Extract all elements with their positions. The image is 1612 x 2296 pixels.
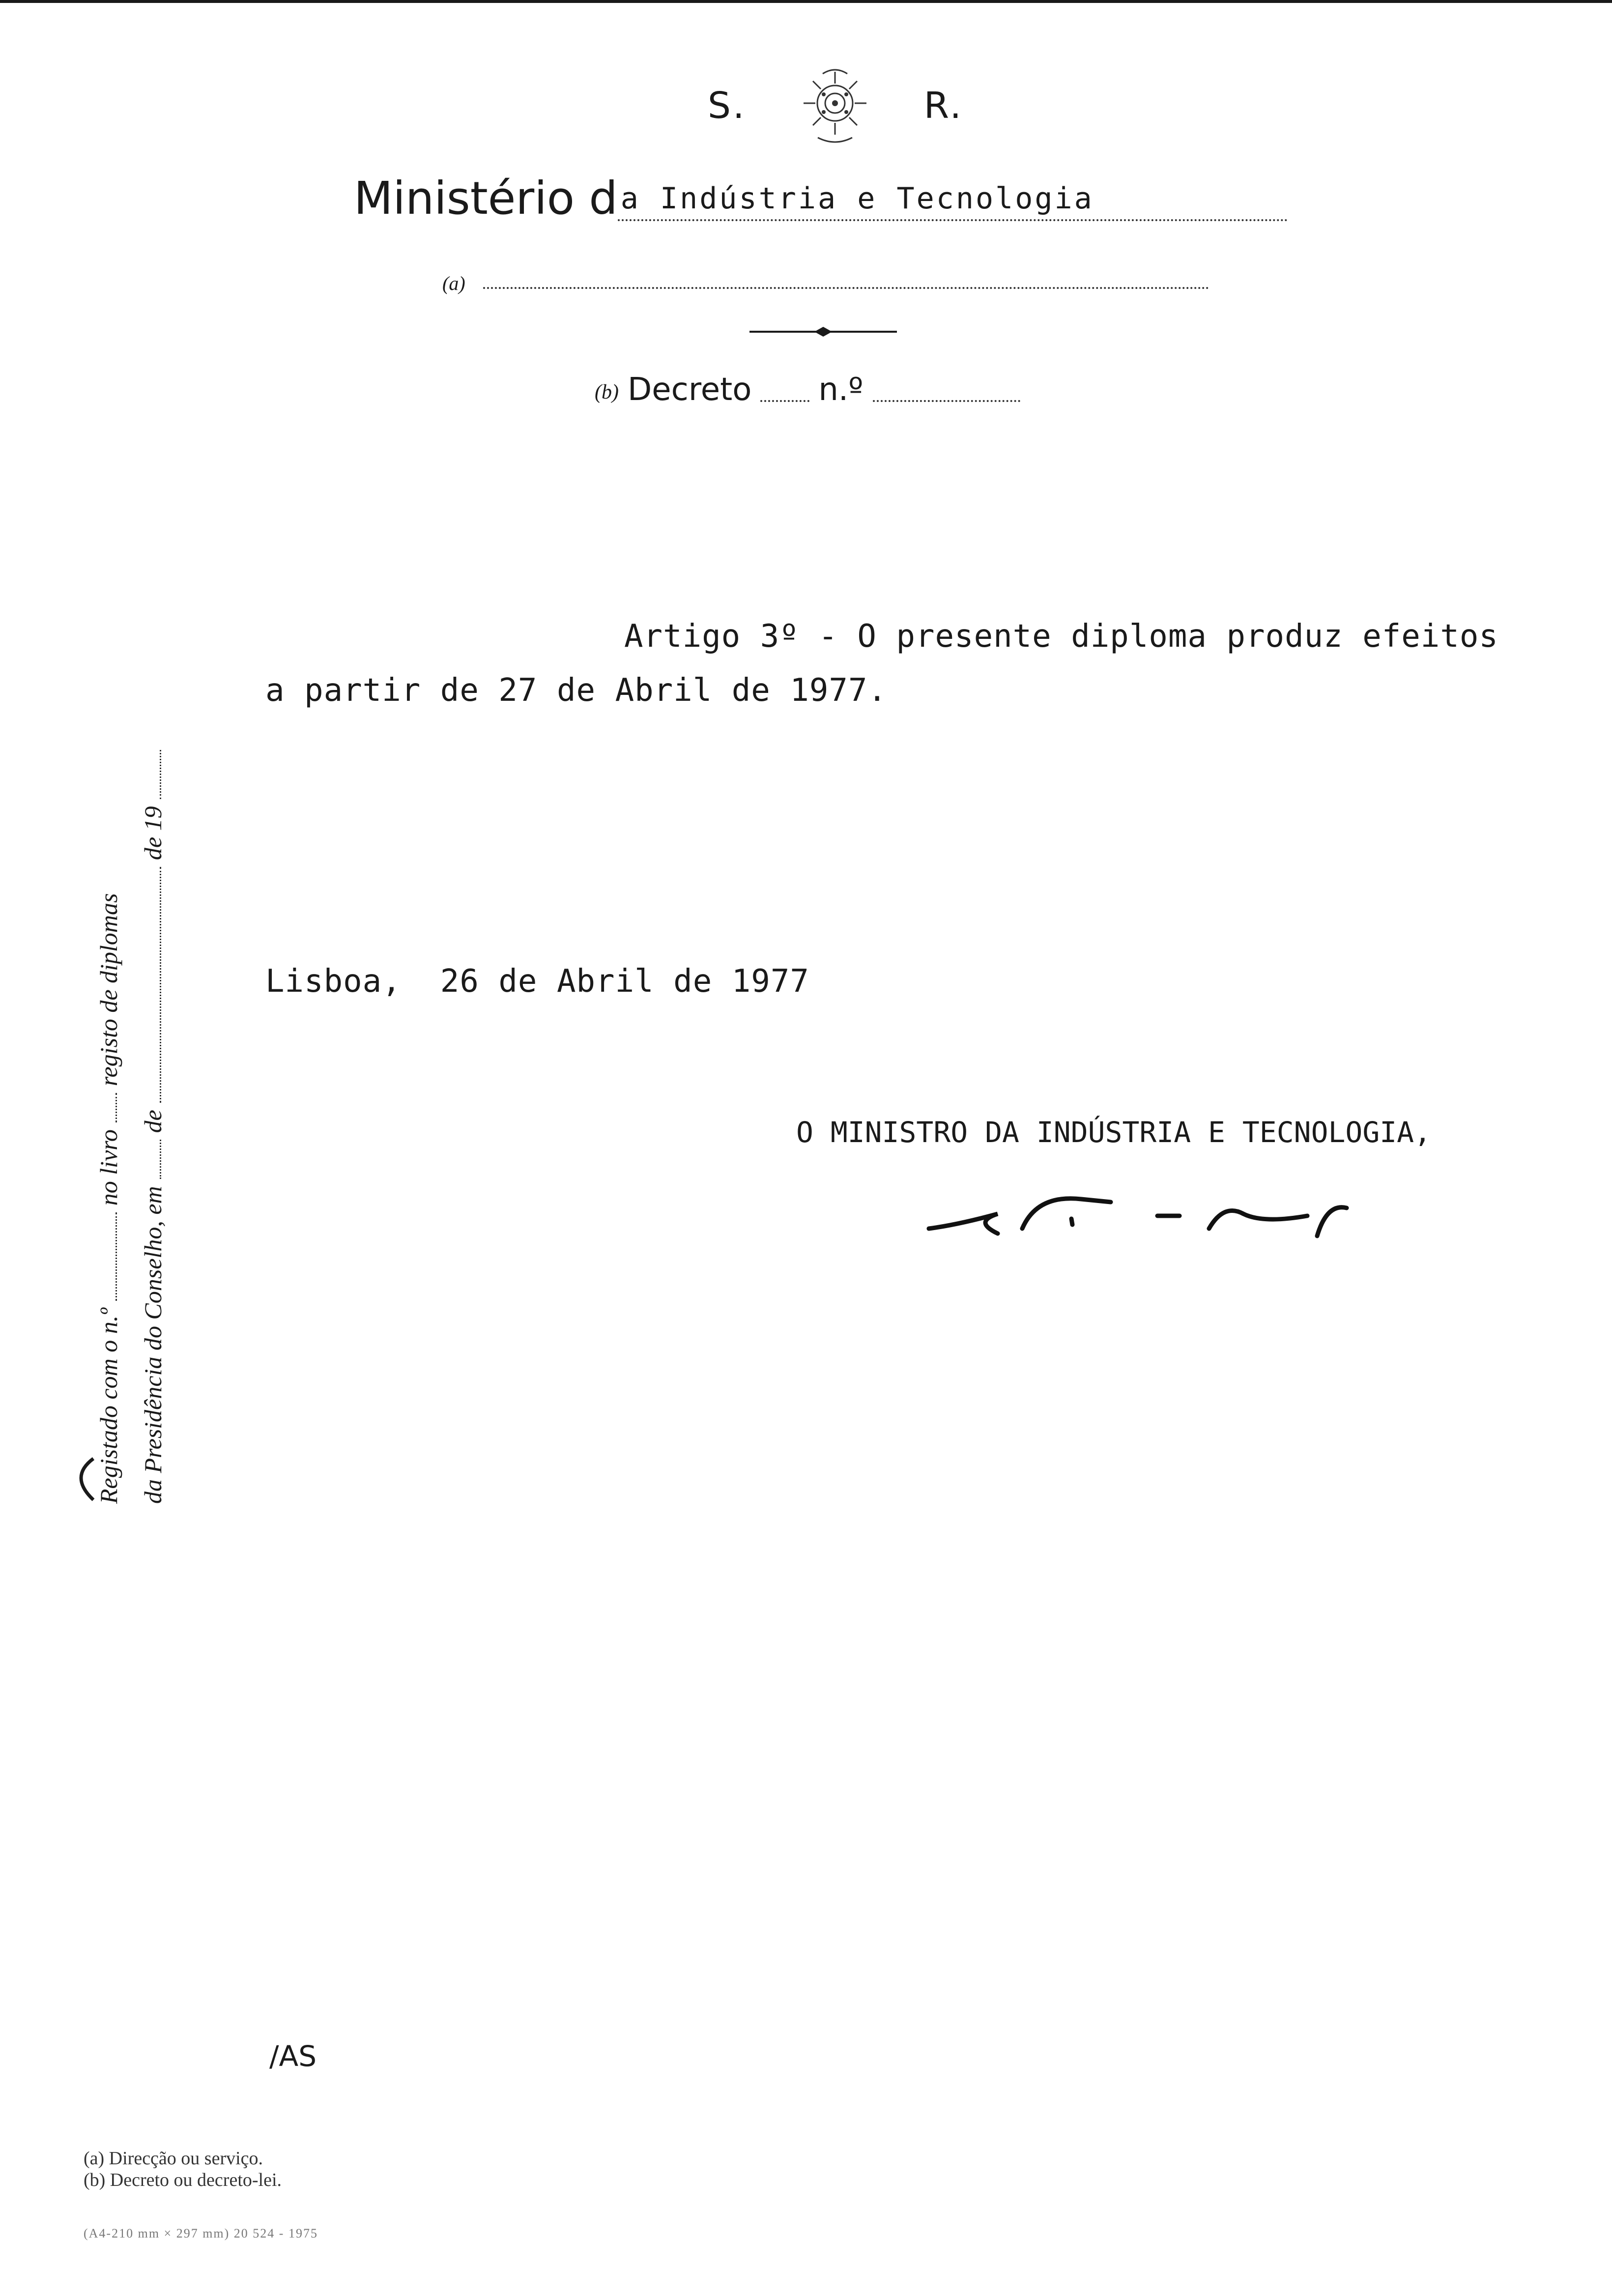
margin-bracket-mark [64, 1455, 98, 1504]
service-blank-field [483, 287, 1209, 289]
article-paragraph [265, 609, 1543, 718]
margin-number-blank [115, 1212, 117, 1301]
margin-of-label: de [139, 1110, 167, 1133]
decree-number-blank [873, 400, 1020, 402]
top-border-rule [0, 0, 1612, 3]
form-code: (A4-210 mm × 297 mm) 20 524 - 1975 [84, 2226, 318, 2240]
ministry-lead-text: Ministério d [354, 172, 618, 225]
ministry-name-field: a Indústria e Tecnologia [618, 181, 1288, 221]
decree-label: Decreto [627, 372, 752, 408]
place-and-date: Lisboa, 26 de Abril de 1977 [265, 963, 809, 1000]
margin-registry-label: registo de diplomas [95, 893, 122, 1087]
decree-ref-label: (b) [595, 381, 619, 403]
typist-initials: /AS [269, 2039, 317, 2073]
footnote-b: (b) Decreto ou decreto-lei. [84, 2170, 282, 2190]
ministry-heading [354, 162, 1288, 225]
handwritten-signature [924, 1179, 1356, 1253]
ornament-divider [749, 324, 897, 339]
margin-book-blank [115, 1093, 117, 1122]
margin-year-blank [160, 750, 161, 799]
registration-margin-stamp [79, 580, 167, 1504]
footnotes [84, 2148, 282, 2191]
article-line-1: Artigo 3º - O presente diploma produz efeitos [624, 618, 1498, 655]
coat-of-arms-icon [788, 64, 882, 147]
margin-day-blank [160, 1140, 161, 1179]
letter-r: R. [923, 85, 963, 127]
decree-line [595, 364, 1066, 408]
signatory-title: O MINISTRO DA INDÚSTRIA E TECNOLOGIA, [796, 1116, 1432, 1149]
margin-month-blank [160, 867, 161, 1103]
margin-row-1 [79, 580, 123, 1504]
margin-registered-label: Registado com o n.º [95, 1308, 122, 1504]
service-ref-label: (a) [442, 272, 465, 294]
letter-s: S. [708, 85, 747, 127]
footnote-a: (a) Direcção ou serviço. [84, 2148, 263, 2169]
margin-year-label: de 19 [139, 806, 167, 861]
margin-presidency-label: da Presidência do Conselho, em [139, 1186, 167, 1504]
article-line-2: a partir de 27 de Abril de 1977. [265, 672, 887, 709]
header-crest-line [708, 64, 963, 147]
margin-book-label: no livro [95, 1129, 122, 1206]
decree-type-blank [760, 400, 809, 402]
service-line [442, 260, 1209, 295]
number-label: n.º [818, 372, 864, 408]
margin-row-2 [123, 580, 167, 1504]
